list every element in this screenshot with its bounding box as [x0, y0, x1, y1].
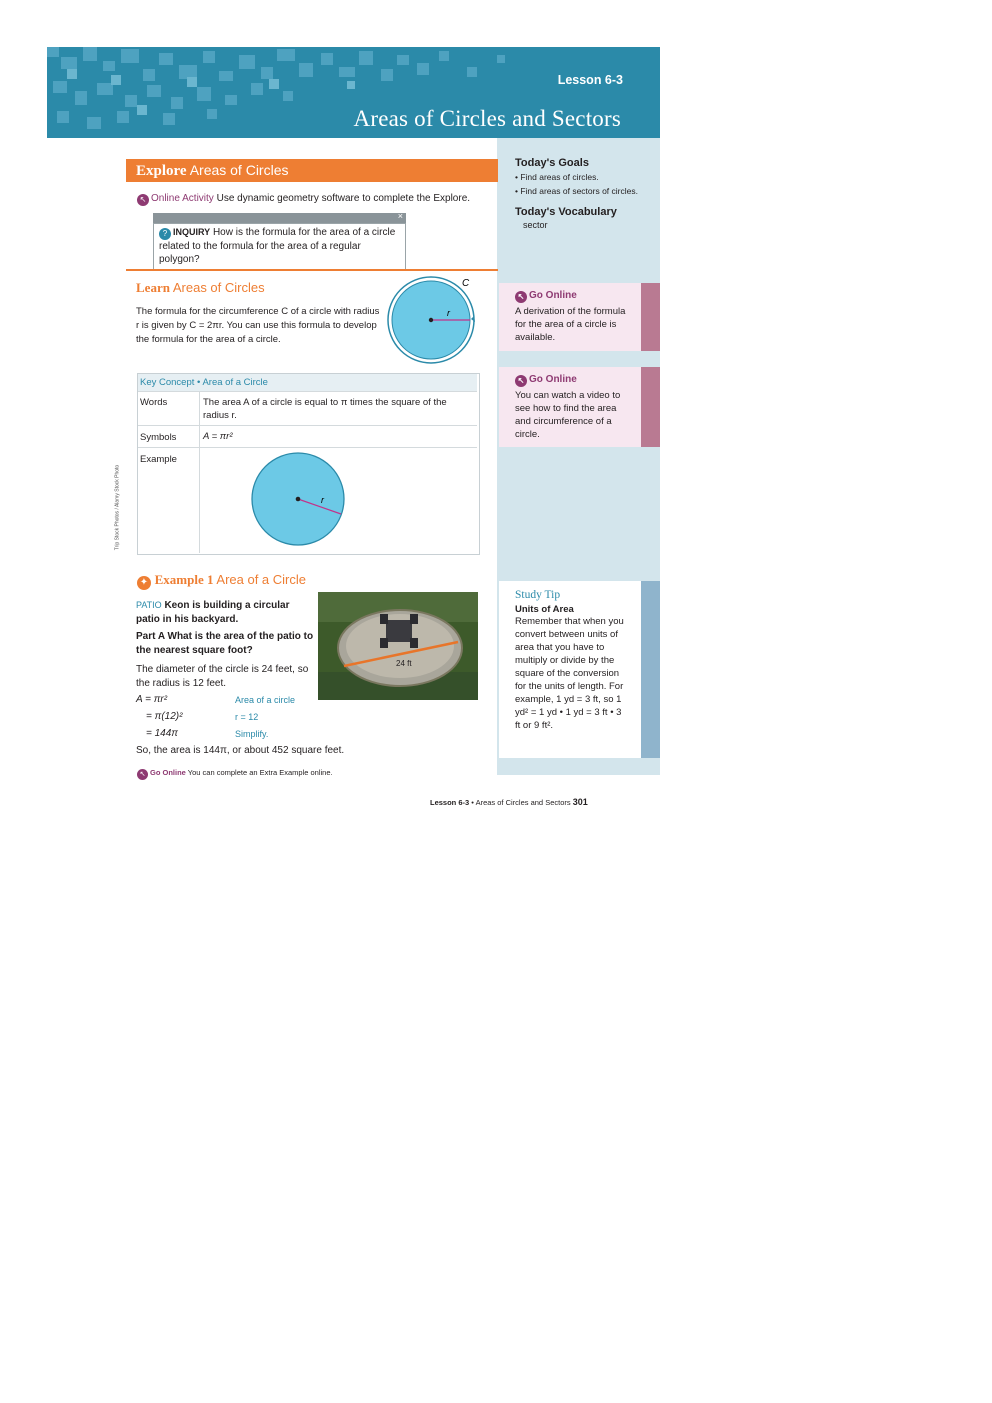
cursor-icon: ↖ — [515, 291, 527, 303]
lesson-number: Lesson 6-3 — [557, 73, 623, 87]
go-online-1[interactable] — [515, 290, 633, 344]
inquiry-text: How is the formula for the area of a circle related to the formula for the area of a regular polygon? — [159, 227, 396, 265]
study-tip-heading: Units of Area — [515, 604, 574, 615]
learn-heading — [136, 280, 265, 296]
go-online-1-label-text: Go Online — [529, 290, 577, 301]
todays-goals — [515, 157, 645, 230]
part-label: Part A — [136, 631, 165, 642]
key-concept-title: Key Concept • Area of a Circle — [140, 377, 268, 388]
go-online-2[interactable] — [515, 374, 627, 441]
goal-text: Find areas of sectors of circles. — [520, 186, 638, 196]
step-3-expr: = 144π — [146, 728, 179, 739]
photo-credit: Trip Stock Photos / Alamy Stock Photo — [114, 464, 121, 551]
go-online-2-label-text: Go Online — [529, 374, 577, 385]
explore-label: Explore — [136, 163, 187, 179]
goal-item: • Find areas of circles. — [515, 172, 599, 182]
extra-example-link[interactable] — [137, 768, 333, 780]
goal-item: • Find areas of sectors of circles. — [515, 186, 638, 196]
extra-example-text: You can complete an Extra Example online. — [187, 768, 333, 777]
symbols-label: Symbols — [140, 432, 177, 443]
center-point — [429, 318, 433, 322]
cursor-icon: ↖ — [515, 375, 527, 387]
question-text: What is the area of the patio to the nearest square foot? — [136, 631, 314, 656]
patio-photo — [318, 592, 478, 700]
inquiry-label: INQUIRY — [173, 227, 211, 237]
study-tip — [515, 589, 627, 732]
chair-shape — [410, 638, 418, 648]
online-activity-text: Use dynamic geometry software to complete the Explore. — [216, 193, 471, 204]
inquiry-title-bar — [153, 213, 406, 223]
example-label: Example 1 — [154, 572, 214, 587]
example-conclusion: So, the area is 144π, or about 452 square feet. — [136, 745, 345, 756]
step-2-note: r = 12 — [235, 712, 259, 722]
page-number: 301 — [572, 797, 588, 807]
vocab-heading: Today's Vocabulary — [515, 206, 617, 218]
learn-label: Learn — [136, 280, 170, 295]
go-online-1-text: A derivation of the formula for the area of a circle is available. — [515, 306, 626, 343]
inquiry — [159, 226, 399, 266]
example-question — [136, 630, 316, 658]
label-c: C — [462, 278, 470, 289]
label-r: r — [447, 308, 450, 318]
footer-title: • Areas of Circles and Sectors — [471, 798, 571, 807]
cursor-icon: ↖ — [137, 194, 149, 206]
step-3-note: Simplify. — [235, 729, 269, 739]
page-footer — [430, 797, 588, 807]
diameter-label: 24 ft — [396, 659, 412, 668]
words-label: Words — [140, 397, 168, 408]
step-2-expr: = π(12)² — [146, 711, 183, 722]
footer-lesson: Lesson 6-3 — [430, 798, 470, 807]
chair-shape — [410, 614, 418, 624]
study-tip-tab — [641, 581, 660, 758]
inquiry-icon: ? — [159, 228, 171, 240]
symbols-text: A = πr² — [203, 431, 233, 442]
table-shape — [386, 620, 412, 642]
go-online-2-label — [515, 374, 627, 387]
circumference-figure — [380, 272, 485, 370]
example-explanation: The diameter of the circle is 24 feet, so the radius is 12 feet. — [136, 664, 309, 689]
explore-heading — [136, 162, 289, 180]
lesson-banner — [47, 47, 660, 138]
goal-text: Find areas of circles. — [520, 172, 599, 182]
example-heading — [137, 572, 306, 590]
go-online-2-text: You can watch a video to see how to find the area and circumference of a circle. — [515, 390, 621, 440]
section-divider — [126, 269, 498, 271]
words-text: The area A of a circle is equal to π times the square of the radius r. — [203, 397, 447, 421]
cursor-icon: ↖ — [137, 769, 148, 780]
learn-title: Areas of Circles — [172, 280, 265, 295]
example-title: Area of a Circle — [216, 572, 306, 587]
row-divider — [138, 447, 477, 448]
row-divider — [138, 425, 477, 426]
example-prompt — [136, 598, 296, 627]
go-online-1-label — [515, 290, 633, 303]
center-point — [296, 497, 301, 502]
label-r: r — [321, 495, 324, 505]
go-online-tab-1 — [641, 283, 660, 351]
area-figure — [248, 452, 348, 548]
chair-shape — [380, 614, 388, 624]
prompt-text: Keon is building a circular patio in his backyard. — [136, 600, 290, 625]
row-divider — [138, 391, 477, 392]
online-activity[interactable] — [137, 193, 470, 206]
topic-label: PATIO — [136, 600, 162, 610]
go-online-tab-2 — [641, 367, 660, 447]
close-icon[interactable]: × — [397, 211, 403, 221]
online-activity-label: Online Activity — [151, 193, 214, 204]
extra-example-label: Go Online — [150, 768, 186, 777]
study-tip-label: Study Tip — [515, 589, 561, 601]
learn-text: The formula for the circumference C of a circle with radius r is given by C = 2πr. You can use this formula to develop the formula for the area of a circle. — [136, 306, 380, 345]
globe-icon: ✦ — [137, 576, 151, 590]
chair-shape — [380, 638, 388, 648]
goals-heading: Today's Goals — [515, 157, 589, 169]
step-1-note: Area of a circle — [235, 695, 296, 705]
column-divider — [199, 391, 200, 553]
explore-title: Areas of Circles — [189, 162, 289, 178]
page-title: Areas of Circles and Sectors — [353, 106, 621, 131]
step-1-expr: A = πr² — [136, 694, 168, 705]
example-label: Example — [140, 454, 177, 465]
vocab-term[interactable]: sector — [523, 220, 548, 230]
study-tip-text: Remember that when you convert between units of area that you have to multiply or divide by the square of the conversion for the units of length. For example, 1 yd = 3 ft, so 1 yd² = 1 yd • 1 yd = 3 ft • 3 ft or 9 ft². — [515, 616, 624, 731]
